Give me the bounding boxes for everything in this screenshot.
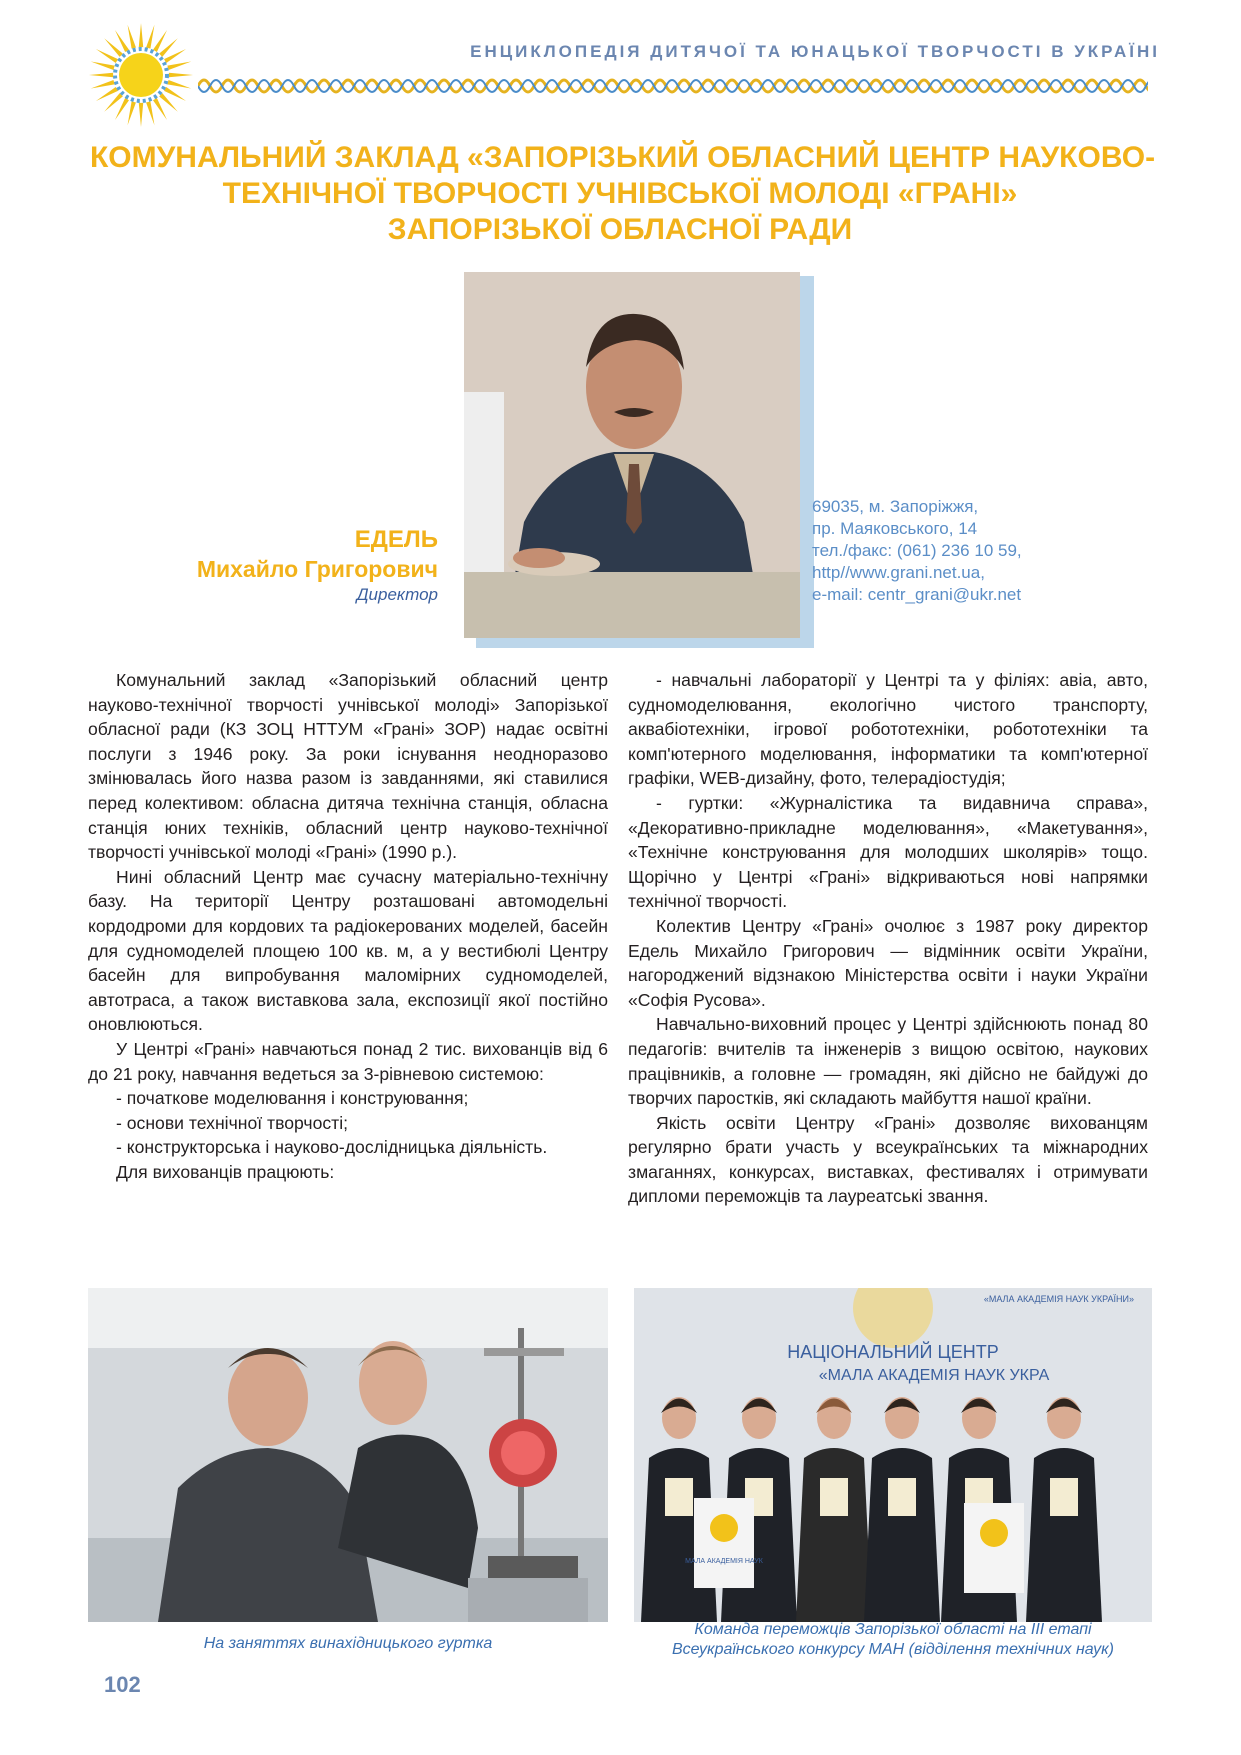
body-paragraph: Навчально-виховний процес у Центрі здійснюють понад 80 педагогів: вчителів та інженерів з вищою освітою, наукових працівників, а головне — громадян, які дійсно не байдужі до творчих паростків, які складають майбуття нашої країни. [628,1014,1148,1109]
sun-ray [164,87,186,101]
article-title [90,140,1156,248]
winners-photo [634,1288,1152,1622]
sun-ray [96,87,118,101]
list-item: - основи технічної творчості; [116,1112,349,1133]
sun-ray [91,62,115,70]
caption-left: На заняттях винахідницького гуртка [203,1635,493,1652]
contact-phone: тел./факс: (061) 236 10 59, [812,541,1022,560]
sun-ray [167,80,191,88]
sun-ray [89,73,113,77]
contact-line: 69035, м. Запоріжжя, [812,497,979,516]
body-column-right [628,668,1148,1209]
body-paragraph: Комунальний заклад «Запорізький обласний центр науково-технічної творчості учнівської молоді» Запорізької обласної ради (КЗ ЗОЦ НТТУМ «Грані» ЗОР) надає освітні послуги з 1946 року. За роки існування неодноразово змінювалась його назва разом із завданнями, які ставилися перед колективом: обласна дитяча технічна станція, обласна станція юних техніків, обласний центр науково-технічної творчості учнівської молоді «Грані» (1990 р.). [88,670,608,863]
sun-ray [159,93,178,112]
sun-ray [139,23,143,47]
sun-ray [115,30,129,52]
body-paragraph: - навчальні лабораторії у Центрі та у філіях: авіа, авто, судномоделювання, екологічно чистого транспорту, аквабіотехніки, ігрової робототехніки, робототехніки та комп'ютерного моделювання, інформатики та комп'ютерної графіки, WEB-дизайну, фото, телерадіостудія; [628,670,1148,789]
sun-ray [91,80,115,88]
banner-main-1: НАЦІОНАЛЬНИЙ ЦЕНТР [787,1342,999,1362]
contact-email[interactable]: e-mail: centr_grani@ukr.net [812,585,1022,604]
director-name: Михайло Григорович [196,556,438,582]
body-paragraph: У Центрі «Грані» навчаються понад 2 тис. вихованців від 6 до 21 року, навчання ведеться за 3-рівневою системою: [88,1038,608,1084]
sun-icon [86,20,196,130]
sun-ray [96,49,118,63]
sun-ray [128,101,136,125]
title-line-3: ЗАПОРІЗЬКОЇ ОБЛАСНОЇ РАДИ [387,213,853,246]
workshop-photo [88,1288,608,1622]
list-item: - конструкторська і науково-дослідницька діяльність. [116,1137,548,1158]
sun-ray [115,98,129,120]
sun-ray [159,38,178,57]
running-header: ЕНЦИКЛОПЕДІЯ ДИТЯЧОЇ ТА ЮНАЦЬКОЇ ТВОРЧОСТІ В УКРАЇНІ [470,42,1160,61]
director-portrait [464,272,800,638]
caption-right [634,1620,1152,1660]
page-number: 102 [104,1672,141,1697]
body-paragraph: - гуртки: «Журналістика та видавнича справа», «Декоративно-прикладне моделювання», «Макетування», «Технічне конструювання для молодших школярів» тощо. Щорічно у Центрі «Грані» відкриваються нові напрямки технічної творчості. [628,792,1148,912]
sun-ray [146,101,154,125]
sun-ray [104,38,123,57]
body-paragraph: Колектив Центру «Грані» очолює з 1987 року директор Едель Михайло Григорович — відмінник освіти України, нагороджений відзнакою Міністерства освіти і науки України «Софія Русова». [628,915,1148,1010]
contact-website[interactable]: http//www.grani.net.ua, [812,563,985,582]
bag-text: МАЛА АКАДЕМІЯ НАУК [685,1558,763,1565]
sun-ray [139,103,143,127]
sun-ray [153,98,167,120]
sun-ray [128,25,136,49]
list-item: - початкове моделювання і конструювання; [116,1088,469,1109]
caption-right-line-1: Команда переможців Запорізької області на ІІІ етапі [694,1621,1092,1638]
body-paragraph: Якість освіти Центру «Грані» дозволяє вихованцям регулярно брати участь у всеукраїнських та міжнародних змаганнях, конкурсах, виставках, фестивалях і отримувати дипломи переможців та лауреатські звання. [628,1112,1148,1207]
sun-ray [169,73,193,77]
caption-right-line-2: Всеукраїнського конкурсу МАН (відділення технічних наук) [671,1641,1114,1658]
title-line-1: КОМУНАЛЬНИЙ ЗАКЛАД «ЗАПОРІЗЬКИЙ ОБЛАСНИЙ ЦЕНТР НАУКОВО- [90,141,1156,174]
wave-ornament-icon [198,74,1148,98]
banner-main-2: «МАЛА АКАДЕМІЯ НАУК УКРА [818,1367,1050,1384]
sun-ray [167,62,191,70]
director-block [120,526,438,606]
director-role: Директор [356,585,438,604]
sun-ray [146,25,154,49]
body-paragraph: Для вихованців працюють: [116,1161,335,1182]
contact-info [812,496,1142,606]
sun-ray [104,93,123,112]
sun-ray [164,49,186,63]
body-column-left [88,668,608,1184]
body-paragraph: Нині обласний Центр має сучасну матеріально-технічну базу. На території Центру розташовані автомодельні кордодроми для кордових та радіокерованих моделей, басейн для судномоделей площею 100 кв. м, а у вестибюлі Центру басейн для випробування маломірних судномоделей, автотраса, а також виставкова зала, експозиції якої постійно оновлюються. [88,866,608,1035]
title-line-2: ТЕХНІЧНОЇ ТВОРЧОСТІ УЧНІВСЬКОЇ МОЛОДІ «ГРАНІ» [222,177,1018,210]
contact-line: пр. Маяковського, 14 [812,519,978,538]
sun-ray [153,30,167,52]
banner-top-text: «МАЛА АКАДЕМІЯ НАУК УКРАЇНИ» [983,1294,1134,1304]
director-surname: ЕДЕЛЬ [354,526,438,553]
